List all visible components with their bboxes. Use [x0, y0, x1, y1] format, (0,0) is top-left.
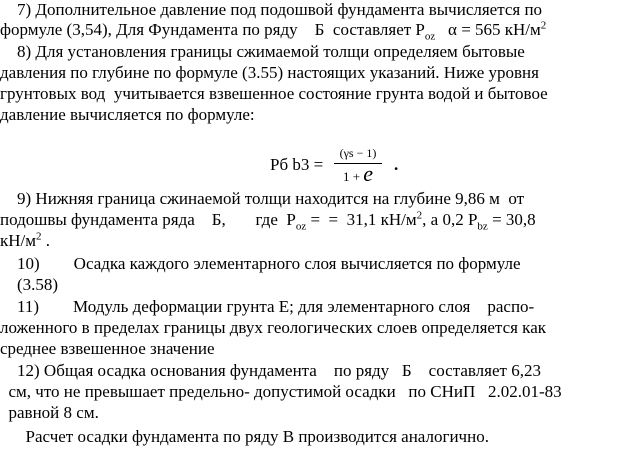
superscript: 2	[36, 230, 42, 243]
text-line: 12) Общая осадка основания фундамента по ряду Б составляет 6,23	[0, 361, 541, 380]
den-var: e	[363, 161, 374, 186]
text-span: α = 565 кН/м	[435, 20, 541, 39]
formula-numerator: (γs − 1)	[339, 146, 377, 160]
text-line: 11) Модуль деформации грунта Е; для элементарного слоя распо-	[0, 297, 535, 316]
text-line	[0, 231, 50, 251]
text-line: ложенного в пределах границы двух геологических слоев определяется как	[0, 318, 546, 337]
text-line: грунтовых вод учитывается взвешенное состояние грунта водой и бытовое	[0, 84, 548, 103]
text-line	[0, 19, 547, 43]
text-span: .	[41, 231, 51, 250]
text-span: формуле (3,54), Для Фундамента по ряду Б составляет P	[0, 20, 425, 39]
superscript: 2	[540, 19, 547, 32]
text-span: кН/м	[0, 231, 37, 250]
text-line	[0, 209, 536, 233]
closing-paragraph: Расчет осадки фундамента по ряду В производится аналогично.	[0, 427, 489, 446]
text-line: 9) Нижняя граница сжинаемой толщи находится на глубине 9,86 м от	[0, 189, 525, 208]
text-span: , а 0,2 P	[422, 210, 478, 229]
text-line: среднее взвешенное значение	[0, 339, 215, 358]
formula-lhs: Pб b3 =	[270, 155, 324, 174]
text-line: давления по глубине по формуле (3.55) настоящих указаний. Ниже уровня	[0, 63, 539, 82]
formula	[270, 141, 430, 191]
text-line: давление вычисляется по формуле:	[0, 105, 255, 124]
formula-tail: .	[394, 155, 399, 174]
text-line: 7) Дополнительное давление под подошвой фундамента вычисляется по	[0, 0, 543, 19]
den-prefix: 1 +	[342, 169, 364, 184]
text-span: = 30,8	[487, 210, 536, 229]
formula-denominator	[334, 161, 382, 186]
fraction-bar	[334, 163, 382, 164]
text-line: 10) Осадка каждого элементарного слоя вычисляется по формуле	[0, 254, 521, 273]
subscript: oz	[295, 220, 307, 233]
subscript: bz	[477, 220, 488, 233]
text-line: равной 8 см.	[0, 403, 99, 422]
subscript: oz	[424, 30, 436, 43]
text-line: 8) Для установления границы сжимаемой толщи определяем бытовые	[0, 42, 525, 61]
formula-fraction	[334, 145, 382, 186]
text-span: = = 31,1 кН/м	[306, 210, 417, 229]
text-line: (3.58)	[0, 275, 59, 294]
text-line: см, что не превышает предельно- допустимой осадки по СНиП 2.02.01-83	[0, 382, 562, 401]
text-span: подошвы фундамента ряда Б, где P	[0, 210, 296, 229]
superscript: 2	[416, 209, 423, 222]
